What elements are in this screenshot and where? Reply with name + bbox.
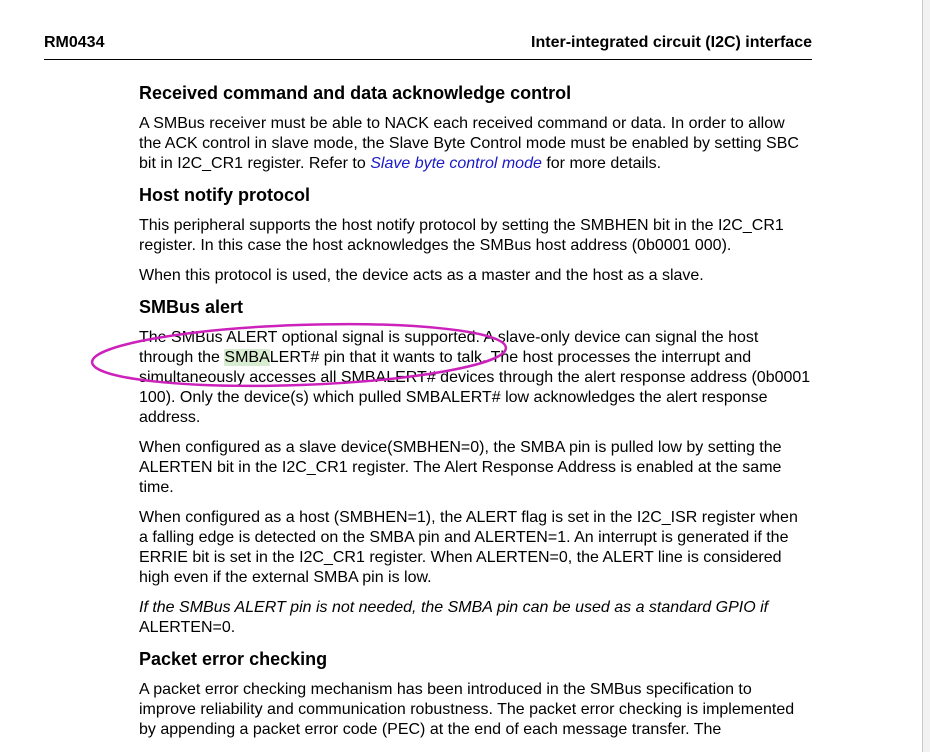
- section-title: Inter-integrated circuit (I2C) interface: [531, 34, 812, 51]
- highlighted-text: SMBA: [224, 349, 270, 366]
- page-content: [139, 82, 811, 750]
- heading-packet-error-checking: Packet error checking: [139, 649, 328, 669]
- vertical-scrollbar[interactable]: [922, 0, 930, 752]
- paragraph-text: A SMBus receiver must be able to NACK each received command or data. In order to allow the ACK control in slave mode, the Slave Byte Control mode must be enabled by setting SBC bit in I2C_CR1 register. Refer to: [139, 115, 799, 172]
- paragraph-smbus-alert-1: [139, 328, 811, 428]
- heading-smbus-alert: SMBus alert: [139, 297, 244, 317]
- note-italic-text: If the SMBus ALERT pin is not needed, the SMBA pin can be used as a standard GPIO if: [139, 599, 769, 616]
- paragraph-text: LERT# pin that it wants to talk. The host processes the interrupt and simultaneously accesses all SMBALERT# devices through the alert response address (0b0001 100). Only the device(s) which pulled SMBALERT# low acknowledges the alert response address.: [139, 349, 811, 426]
- page-header: [44, 33, 812, 60]
- paragraph-host-notify-1: This peripheral supports the host notify protocol by setting the SMBHEN bit in the I2C_CR1 register. In this case the host acknowledges the SMBus host address (0b0001 000).: [139, 217, 784, 254]
- paragraph-text: for more details.: [541, 155, 662, 172]
- heading-host-notify: Host notify protocol: [139, 185, 310, 205]
- paragraph-smbus-alert-3: When configured as a host (SMBHEN=1), the ALERT flag is set in the I2C_ISR register when a falling edge is detected on the SMBA pin and ALERTEN=1. An interrupt is generated if the ERRIE bit is set in the I2C_CR1 register. When ALERTEN=0, the ALERT line is considered high even if the external SMBA pin is low.: [139, 509, 798, 586]
- paragraph-text: The SMBus ALERT optional signal is supported. A slave-only device can signal the host through the: [139, 329, 759, 366]
- paragraph-smbus-alert-note: [139, 598, 811, 638]
- heading-received-command: Received command and data acknowledge control: [139, 83, 572, 103]
- paragraph-packet-error-checking: A packet error checking mechanism has been introduced in the SMBus specification to improve reliability and communication robustness. The packet error checking is implemented by appending a packet error code (PEC) at the end of each message transfer. The: [139, 681, 795, 738]
- paragraph-smbus-alert-2: When configured as a slave device(SMBHEN=0), the SMBA pin is pulled low by setting the ALERTEN bit in the I2C_CR1 register. The Alert Response Address is enabled at the same time.: [139, 439, 782, 496]
- slave-byte-control-mode-link[interactable]: Slave byte control mode: [370, 155, 542, 172]
- paragraph-text: ALERTEN=0.: [139, 619, 236, 636]
- paragraph-host-notify-2: When this protocol is used, the device acts as a master and the host as a slave.: [139, 267, 704, 284]
- paragraph-received-command: [139, 114, 811, 174]
- document-id: RM0434: [44, 34, 105, 51]
